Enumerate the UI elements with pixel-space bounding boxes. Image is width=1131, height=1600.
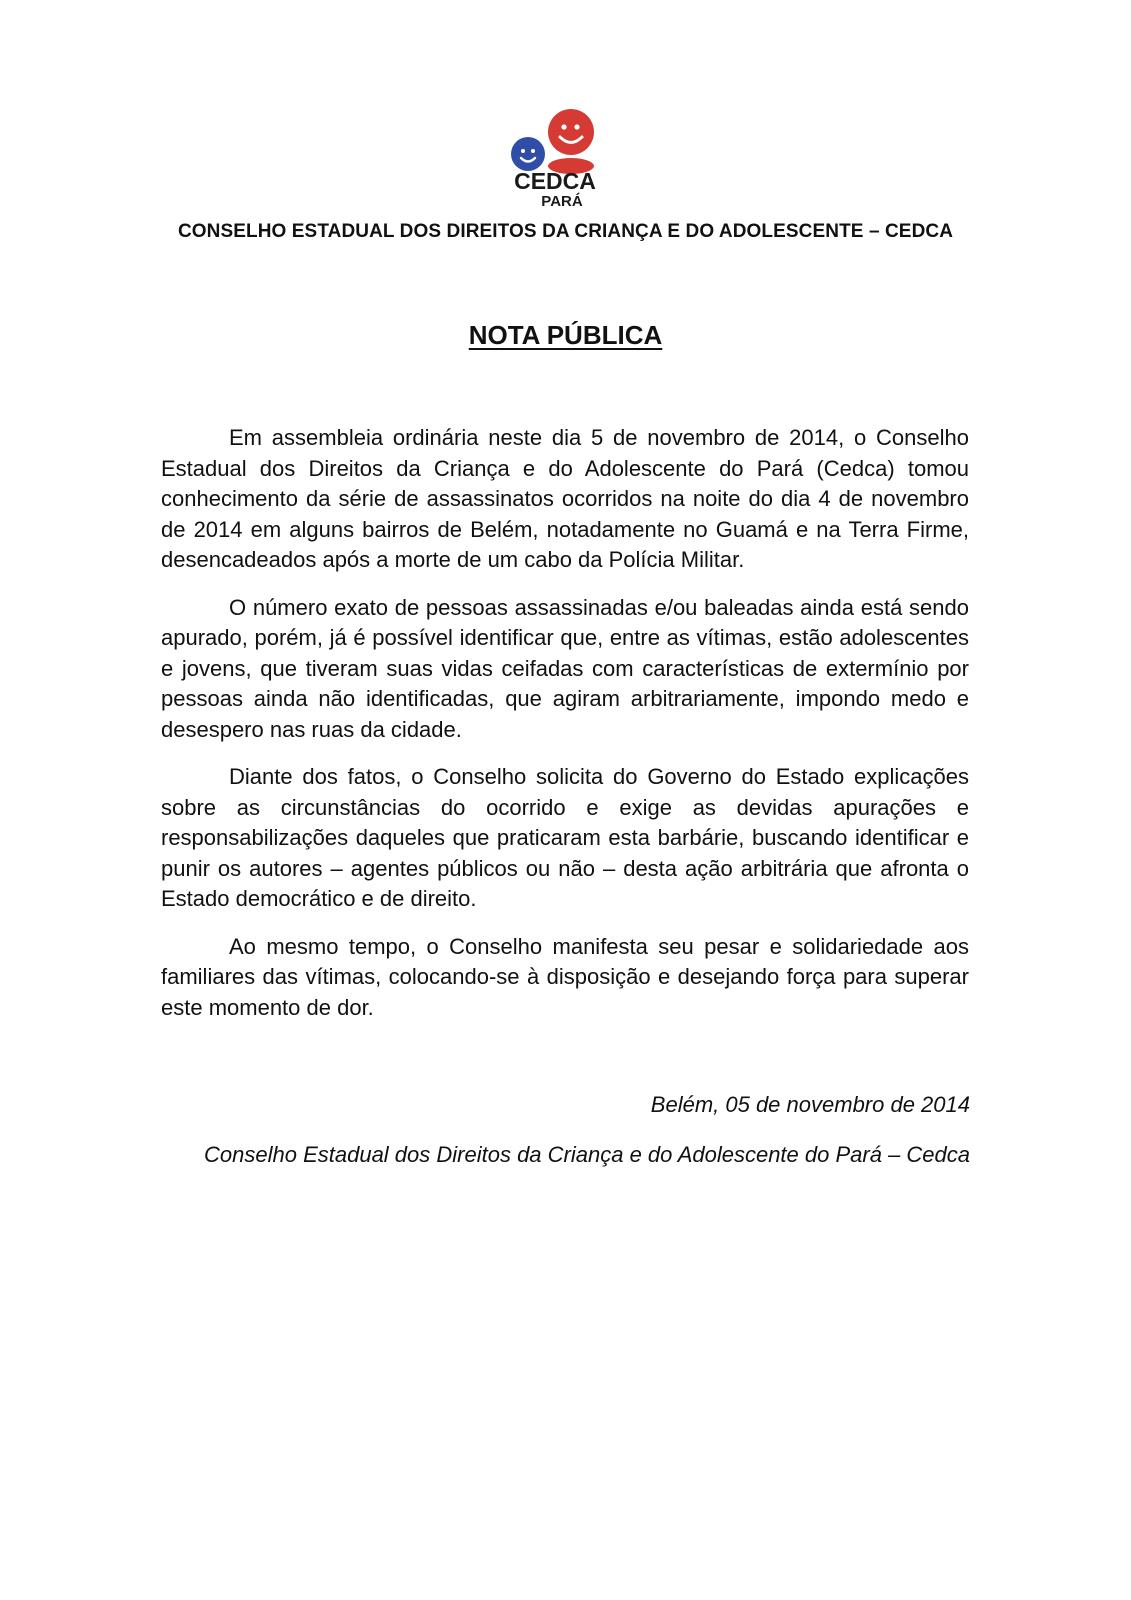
logo-subtitle: PARÁ [541,193,583,210]
document-body [161,423,969,1040]
document-title [0,320,1131,351]
signature-line: Conselho Estadual dos Direitos da Criança e do Adolescente do Pará – Cedca [204,1142,970,1167]
paragraph-3: Diante dos fatos, o Conselho solicita do Governo do Estado explicações sobre as circunstâncias do ocorrido e exige as devidas apurações e responsabilizações daqueles que praticaram esta barbárie, buscando identificar e punir os autores – agentes públicos ou não – desta ação arbitrária que afronta o Estado democrático e de direito. [161,764,969,911]
paragraph-2: O número exato de pessoas assassinadas e/ou baleadas ainda está sendo apurado, porém, já é possível identificar que, entre as vítimas, estão adolescentes e jovens, que tiveram suas vidas ceifadas com características de extermínio por pessoas ainda não identificadas, que agiram arbitrariamente, impondo medo e desespero nas ruas da cidade. [161,594,969,742]
organization-header: CONSELHO ESTADUAL DOS DIREITOS DA CRIANÇA E DO ADOLESCENTE – CEDCA [177,221,954,242]
date-line: Belém, 05 de novembro de 2014 [650,1092,970,1117]
paragraph-1: Em assembleia ordinária neste dia 5 de novembro de 2014, o Conselho Estadual dos Direitos da Criança e do Adolescente do Pará (Cedca) tomou conhecimento da série de assassinatos ocorridos na noite do dia 4 de novembro de 2014 em alguns bairros de Belém, notadamente no Guamá e na Terra Firme, desencadeados após a morte de um cabo da Polícia Militar. [161,425,969,572]
blue-smiley-icon [511,137,545,171]
cedca-logo-graphic [510,108,618,212]
logo-wordmark: CEDCA [514,168,596,194]
paragraph-4: Ao mesmo tempo, o Conselho manifesta seu pesar e solidariedade aos familiares das vítimas, colocando-se à disposição e desejando força para superar este momento de dor. [161,933,969,1020]
cedca-logo [510,108,618,212]
document-title-text: NOTA PÚBLICA [468,320,663,350]
red-smiley-icon [548,109,594,155]
